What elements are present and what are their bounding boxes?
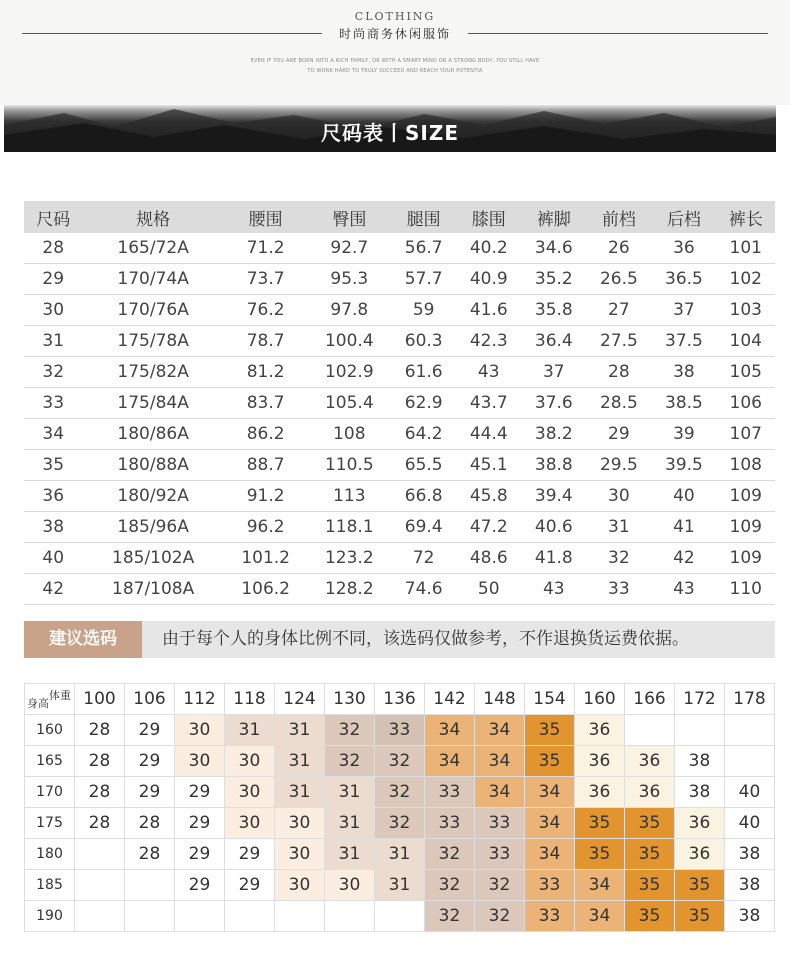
size-cell: 180/88A	[82, 450, 223, 481]
size-cell: 118.1	[308, 512, 392, 543]
size-cell: 45.1	[456, 450, 521, 481]
size-recommendation-cell: 35	[675, 870, 725, 901]
weight-header: 136	[375, 684, 425, 715]
size-cell: 65.5	[391, 450, 456, 481]
size-recommendation-grid	[24, 683, 775, 932]
size-recommendation-cell: 28	[125, 808, 175, 839]
height-label: 身高	[27, 697, 49, 710]
size-cell: 101	[716, 233, 775, 264]
size-cell: 110	[716, 574, 775, 605]
size-cell: 170/76A	[82, 295, 223, 326]
size-recommendation-cell: 33	[475, 808, 525, 839]
grid-corner	[25, 684, 75, 715]
tagline-line-1: EVEN IF YOU ARE BORN INTO A RICH FAMILY, OR WITH A SMART MIND OR A STRONG BODY, YOU STILL HAVE	[250, 58, 540, 64]
size-recommendation-cell: 32	[375, 777, 425, 808]
size-cell: 60.3	[391, 326, 456, 357]
size-cell: 97.8	[308, 295, 392, 326]
size-cell: 38	[651, 357, 716, 388]
size-recommendation-cell: 29	[175, 839, 225, 870]
size-cell: 30	[24, 295, 82, 326]
size-cell: 109	[716, 481, 775, 512]
size-recommendation-cell: 34	[425, 715, 475, 746]
size-recommendation-cell: 31	[325, 777, 375, 808]
advice-strip	[24, 621, 775, 658]
size-recommendation-cell	[625, 715, 675, 746]
size-recommendation-cell: 35	[575, 808, 625, 839]
size-recommendation-cell: 29	[125, 715, 175, 746]
size-cell: 39	[651, 419, 716, 450]
size-column-header: 腰围	[224, 201, 308, 233]
weight-header: 178	[725, 684, 775, 715]
size-cell: 69.4	[391, 512, 456, 543]
brand-title: CLOTHING	[354, 10, 436, 23]
size-cell: 43.7	[456, 388, 521, 419]
size-recommendation-cell: 29	[175, 870, 225, 901]
size-cell: 101.2	[224, 543, 308, 574]
size-recommendation-cell	[125, 901, 175, 932]
size-cell: 110.5	[308, 450, 392, 481]
size-cell: 41.8	[521, 543, 586, 574]
size-table-header	[24, 201, 775, 233]
size-recommendation-cell: 33	[425, 808, 475, 839]
size-cell: 31	[586, 512, 651, 543]
size-recommendation-cell: 35	[525, 715, 575, 746]
size-cell: 86.2	[224, 419, 308, 450]
size-cell: 40	[24, 543, 82, 574]
size-recommendation-cell: 29	[225, 870, 275, 901]
size-recommendation-cell: 32	[475, 901, 525, 932]
size-cell: 29	[24, 264, 82, 295]
size-cell: 100.4	[308, 326, 392, 357]
height-header: 165	[25, 746, 75, 777]
size-recommendation-cell	[75, 901, 125, 932]
header	[0, 0, 790, 105]
height-header: 190	[25, 901, 75, 932]
size-cell: 107	[716, 419, 775, 450]
size-cell: 74.6	[391, 574, 456, 605]
size-cell: 42	[24, 574, 82, 605]
height-header: 185	[25, 870, 75, 901]
size-recommendation-cell: 38	[725, 870, 775, 901]
size-recommendation-cell: 35	[625, 901, 675, 932]
size-recommendation-cell: 31	[375, 870, 425, 901]
size-cell: 37.6	[521, 388, 586, 419]
size-recommendation-cell: 32	[375, 808, 425, 839]
grid-row	[25, 746, 775, 777]
size-recommendation-cell	[75, 870, 125, 901]
weight-header: 112	[175, 684, 225, 715]
size-recommendation-cell: 30	[225, 746, 275, 777]
size-cell: 36.4	[521, 326, 586, 357]
size-cell: 175/82A	[82, 357, 223, 388]
size-recommendation-cell: 38	[725, 901, 775, 932]
advice-tag: 建议选码	[24, 621, 142, 658]
size-recommendation-cell: 34	[575, 901, 625, 932]
size-recommendation-cell: 32	[475, 870, 525, 901]
size-column-header: 臀围	[308, 201, 392, 233]
size-recommendation-cell: 35	[625, 870, 675, 901]
size-recommendation-cell: 38	[675, 746, 725, 777]
size-cell: 50	[456, 574, 521, 605]
table-row	[24, 419, 775, 450]
size-cell: 43	[651, 574, 716, 605]
size-recommendation-cell	[725, 715, 775, 746]
table-row	[24, 450, 775, 481]
size-cell: 106.2	[224, 574, 308, 605]
size-recommendation-cell: 35	[675, 901, 725, 932]
size-recommendation-cell: 30	[175, 715, 225, 746]
size-cell: 35.2	[521, 264, 586, 295]
size-cell: 48.6	[456, 543, 521, 574]
weight-header: 172	[675, 684, 725, 715]
size-recommendation-cell: 35	[625, 839, 675, 870]
size-cell: 34	[24, 419, 82, 450]
size-cell: 105	[716, 357, 775, 388]
size-cell: 66.8	[391, 481, 456, 512]
size-cell: 185/102A	[82, 543, 223, 574]
size-cell: 61.6	[391, 357, 456, 388]
grid-row	[25, 808, 775, 839]
table-row	[24, 481, 775, 512]
size-recommendation-cell: 32	[425, 839, 475, 870]
size-recommendation-cell: 33	[425, 777, 475, 808]
size-recommendation-cell: 40	[725, 777, 775, 808]
size-recommendation-cell: 34	[525, 777, 575, 808]
height-header: 175	[25, 808, 75, 839]
size-recommendation-cell: 29	[225, 839, 275, 870]
weight-header: 160	[575, 684, 625, 715]
size-cell: 45.8	[456, 481, 521, 512]
size-cell: 180/86A	[82, 419, 223, 450]
weight-header: 154	[525, 684, 575, 715]
size-cell: 57.7	[391, 264, 456, 295]
size-cell: 92.7	[308, 233, 392, 264]
height-header: 160	[25, 715, 75, 746]
size-cell: 76.2	[224, 295, 308, 326]
size-recommendation-cell: 33	[525, 901, 575, 932]
size-recommendation-cell: 28	[75, 715, 125, 746]
size-recommendation-cell	[725, 746, 775, 777]
weight-header: 100	[75, 684, 125, 715]
size-cell: 72	[391, 543, 456, 574]
grid-row	[25, 777, 775, 808]
size-recommendation-cell: 30	[275, 870, 325, 901]
size-recommendation-cell: 33	[375, 715, 425, 746]
size-cell: 34.6	[521, 233, 586, 264]
weight-header: 166	[625, 684, 675, 715]
size-cell: 44.4	[456, 419, 521, 450]
weight-header: 106	[125, 684, 175, 715]
size-cell: 128.2	[308, 574, 392, 605]
size-recommendation-cell: 34	[525, 839, 575, 870]
size-recommendation-cell	[275, 901, 325, 932]
size-recommendation-cell: 31	[275, 777, 325, 808]
grid-row	[25, 839, 775, 870]
size-cell: 39.4	[521, 481, 586, 512]
weight-header: 148	[475, 684, 525, 715]
size-cell: 59	[391, 295, 456, 326]
size-recommendation-cell: 34	[575, 870, 625, 901]
size-cell: 38	[24, 512, 82, 543]
size-column-header: 前档	[586, 201, 651, 233]
size-cell: 36	[24, 481, 82, 512]
size-recommendation-cell: 34	[475, 777, 525, 808]
size-recommendation-cell: 36	[575, 746, 625, 777]
size-cell: 39.5	[651, 450, 716, 481]
size-cell: 108	[716, 450, 775, 481]
size-recommendation-cell: 35	[525, 746, 575, 777]
size-cell: 108	[308, 419, 392, 450]
size-cell: 29.5	[586, 450, 651, 481]
size-cell: 42	[651, 543, 716, 574]
size-cell: 71.2	[224, 233, 308, 264]
size-cell: 102	[716, 264, 775, 295]
size-recommendation-cell: 32	[325, 746, 375, 777]
weight-label: 体重	[49, 689, 71, 702]
size-recommendation-cell	[325, 901, 375, 932]
size-column-header: 腿围	[391, 201, 456, 233]
size-column-header: 后档	[651, 201, 716, 233]
size-recommendation-cell: 31	[325, 839, 375, 870]
size-column-header: 裤脚	[521, 201, 586, 233]
size-cell: 47.2	[456, 512, 521, 543]
size-cell: 26	[586, 233, 651, 264]
size-cell: 102.9	[308, 357, 392, 388]
size-cell: 29	[586, 419, 651, 450]
size-column-header: 规格	[82, 201, 223, 233]
size-recommendation-cell: 36	[575, 777, 625, 808]
size-recommendation-cell: 29	[175, 808, 225, 839]
weight-header: 130	[325, 684, 375, 715]
tagline-line-2: TO WORK HARD TO TRULY SUCCEED AND REACH YOUR POTENTIA	[307, 68, 483, 74]
size-recommendation-cell	[225, 901, 275, 932]
size-recommendation-cell: 28	[75, 746, 125, 777]
size-recommendation-cell	[675, 715, 725, 746]
size-cell: 180/92A	[82, 481, 223, 512]
size-cell: 83.7	[224, 388, 308, 419]
size-cell: 78.7	[224, 326, 308, 357]
grid-header-row	[25, 684, 775, 715]
size-cell: 105.4	[308, 388, 392, 419]
size-cell: 33	[24, 388, 82, 419]
size-cell: 40	[651, 481, 716, 512]
size-recommendation-cell	[175, 901, 225, 932]
size-cell: 28	[586, 357, 651, 388]
size-recommendation-cell: 30	[225, 777, 275, 808]
height-header: 180	[25, 839, 75, 870]
size-cell: 38.8	[521, 450, 586, 481]
table-row	[24, 295, 775, 326]
size-recommendation-cell: 33	[475, 839, 525, 870]
size-cell: 64.2	[391, 419, 456, 450]
size-cell: 37	[521, 357, 586, 388]
size-cell: 27.5	[586, 326, 651, 357]
size-recommendation-cell: 31	[275, 746, 325, 777]
size-recommendation-cell: 32	[375, 746, 425, 777]
size-cell: 33	[586, 574, 651, 605]
size-recommendation-cell: 31	[325, 808, 375, 839]
advice-text: 由于每个人的身体比例不同，该选码仅做参考，不作退换货运费依据。	[162, 629, 689, 649]
size-recommendation-cell: 30	[275, 808, 325, 839]
size-recommendation-cell: 38	[675, 777, 725, 808]
size-recommendation-cell: 34	[475, 746, 525, 777]
size-cell: 103	[716, 295, 775, 326]
size-cell: 175/78A	[82, 326, 223, 357]
size-cell: 187/108A	[82, 574, 223, 605]
size-column-header: 尺码	[24, 201, 82, 233]
size-cell: 40.9	[456, 264, 521, 295]
size-recommendation-cell: 36	[675, 839, 725, 870]
size-cell: 109	[716, 512, 775, 543]
table-row	[24, 264, 775, 295]
size-cell: 104	[716, 326, 775, 357]
size-recommendation-cell: 30	[325, 870, 375, 901]
size-column-header: 膝围	[456, 201, 521, 233]
weight-header: 124	[275, 684, 325, 715]
weight-header: 142	[425, 684, 475, 715]
banner-title: 尺码表丨SIZE	[320, 121, 459, 145]
size-table	[24, 201, 775, 605]
size-cell: 88.7	[224, 450, 308, 481]
size-recommendation-cell: 36	[575, 715, 625, 746]
table-row	[24, 357, 775, 388]
size-cell: 113	[308, 481, 392, 512]
size-recommendation-cell: 29	[175, 777, 225, 808]
size-recommendation-cell	[75, 839, 125, 870]
size-cell: 26.5	[586, 264, 651, 295]
size-cell: 32	[586, 543, 651, 574]
size-recommendation-cell: 32	[425, 870, 475, 901]
size-recommendation-cell: 32	[425, 901, 475, 932]
size-recommendation-cell: 29	[125, 746, 175, 777]
size-cell: 165/72A	[82, 233, 223, 264]
size-cell: 42.3	[456, 326, 521, 357]
size-cell: 62.9	[391, 388, 456, 419]
size-cell: 37	[651, 295, 716, 326]
size-recommendation-cell: 35	[575, 839, 625, 870]
size-recommendation-cell: 28	[125, 839, 175, 870]
size-cell: 35.8	[521, 295, 586, 326]
size-cell: 43	[456, 357, 521, 388]
size-cell: 91.2	[224, 481, 308, 512]
grid-row	[25, 870, 775, 901]
size-recommendation-cell: 31	[275, 715, 325, 746]
table-row	[24, 512, 775, 543]
size-cell: 37.5	[651, 326, 716, 357]
size-cell: 30	[586, 481, 651, 512]
size-cell: 31	[24, 326, 82, 357]
size-cell: 38.2	[521, 419, 586, 450]
size-recommendation-cell: 40	[725, 808, 775, 839]
table-row	[24, 326, 775, 357]
size-recommendation-cell: 36	[625, 777, 675, 808]
size-recommendation-cell: 30	[175, 746, 225, 777]
subtitle: 时尚商务休闲服饰	[338, 27, 451, 41]
size-cell: 40.6	[521, 512, 586, 543]
size-cell: 56.7	[391, 233, 456, 264]
size-cell: 36.5	[651, 264, 716, 295]
size-cell: 40.2	[456, 233, 521, 264]
size-cell: 28.5	[586, 388, 651, 419]
size-recommendation-cell	[125, 870, 175, 901]
size-recommendation-cell: 31	[375, 839, 425, 870]
size-recommendation-cell: 34	[425, 746, 475, 777]
height-header: 170	[25, 777, 75, 808]
size-cell: 27	[586, 295, 651, 326]
size-cell: 38.5	[651, 388, 716, 419]
size-recommendation-cell: 35	[625, 808, 675, 839]
size-recommendation-cell: 30	[275, 839, 325, 870]
size-cell: 109	[716, 543, 775, 574]
grid-row	[25, 715, 775, 746]
size-recommendation-cell: 33	[525, 870, 575, 901]
grid-row	[25, 901, 775, 932]
size-recommendation-cell: 36	[675, 808, 725, 839]
size-recommendation-cell: 28	[75, 777, 125, 808]
size-cell: 41	[651, 512, 716, 543]
size-cell: 73.7	[224, 264, 308, 295]
size-cell: 106	[716, 388, 775, 419]
size-banner	[4, 105, 776, 152]
size-recommendation-cell: 34	[475, 715, 525, 746]
size-recommendation-cell: 36	[625, 746, 675, 777]
size-cell: 123.2	[308, 543, 392, 574]
size-cell: 175/84A	[82, 388, 223, 419]
size-cell: 35	[24, 450, 82, 481]
size-cell: 32	[24, 357, 82, 388]
size-recommendation-cell: 28	[75, 808, 125, 839]
table-row	[24, 543, 775, 574]
size-cell: 36	[651, 233, 716, 264]
size-cell: 185/96A	[82, 512, 223, 543]
size-cell: 96.2	[224, 512, 308, 543]
size-cell: 170/74A	[82, 264, 223, 295]
size-cell: 81.2	[224, 357, 308, 388]
size-recommendation-cell: 34	[525, 808, 575, 839]
table-row	[24, 388, 775, 419]
size-cell: 41.6	[456, 295, 521, 326]
weight-header: 118	[225, 684, 275, 715]
size-column-header: 裤长	[716, 201, 775, 233]
size-recommendation-cell: 32	[325, 715, 375, 746]
size-recommendation-cell: 31	[225, 715, 275, 746]
table-row	[24, 233, 775, 264]
size-recommendation-cell: 29	[125, 777, 175, 808]
size-recommendation-cell: 38	[725, 839, 775, 870]
size-cell: 95.3	[308, 264, 392, 295]
size-cell: 28	[24, 233, 82, 264]
table-row	[24, 574, 775, 605]
size-cell: 43	[521, 574, 586, 605]
size-recommendation-cell	[375, 901, 425, 932]
size-recommendation-cell: 30	[225, 808, 275, 839]
